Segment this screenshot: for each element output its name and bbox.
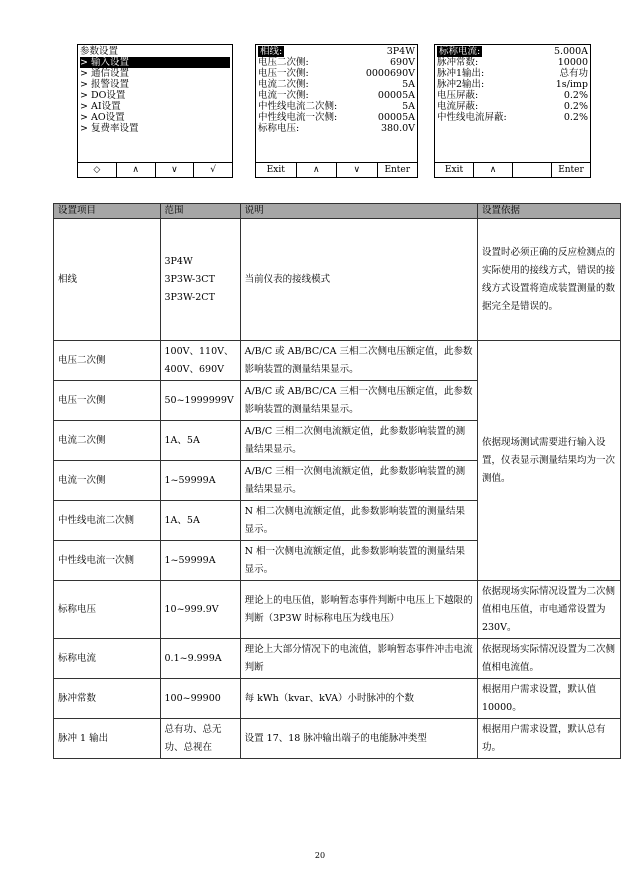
desc-cell: A/B/C 三相一次侧电流额定值，此参数影响装置的测量结果显示。: [240, 461, 477, 501]
range-cell: 100~99900: [160, 679, 240, 719]
param-label: 相线:: [260, 46, 283, 57]
range-cell: 50~1999999V: [160, 381, 240, 421]
lcd-param-row[interactable]: [258, 57, 415, 68]
param-label: 电流屏蔽:: [437, 101, 479, 112]
desc-cell: N 相二次侧电流额定值，此参数影响装置的测量结果显示。: [240, 501, 477, 541]
basis-cell: 依据现场实际情况设置为二次侧值相电压值，市电通常设置为 230V。: [477, 581, 620, 639]
item-cell: 脉冲常数: [54, 679, 161, 719]
page-number: 20: [314, 851, 326, 860]
lcd-menu-item[interactable]: > 复费率设置: [80, 123, 139, 134]
table-row: [54, 219, 621, 341]
table-row: [54, 341, 621, 381]
column-header: 设置依据: [477, 204, 620, 219]
merged-basis-cell: 依据现场测试需要进行输入设置，仪表显示测量结果均为一次测值。: [477, 341, 620, 581]
lcd-menu-screen: [77, 44, 233, 178]
desc-cell: N 相一次侧电流额定值，此参数影响装置的测量结果显示。: [240, 541, 477, 581]
lcd-menu-item[interactable]: > AO设置: [80, 112, 125, 123]
range-line: 3P4W: [164, 255, 193, 267]
column-header: 说明: [240, 204, 477, 219]
up-key-icon[interactable]: ∧: [117, 163, 156, 177]
lcd-param-row[interactable]: [437, 101, 588, 112]
lcd-param-row[interactable]: [258, 90, 415, 101]
range-cell: 1~59999A: [160, 461, 240, 501]
lcd-param-row[interactable]: [258, 79, 415, 90]
range-cell: 100V、110V、400V、690V: [160, 341, 240, 381]
diamond-key-icon[interactable]: ◇: [78, 163, 117, 177]
basis-cell: 根据用户需求设置，默认值 10000。: [477, 679, 620, 719]
param-label: 中性线电流二次侧:: [258, 101, 338, 112]
lcd-input-screen: [255, 44, 418, 178]
param-value: 00005A: [377, 90, 415, 101]
param-label: 电压屏蔽:: [437, 90, 479, 101]
lcd-param-row[interactable]: [437, 112, 588, 123]
desc-cell: 每 kWh（kvar、kVA）小时脉冲的个数: [240, 679, 477, 719]
lcd-menu-item[interactable]: > 报警设置: [80, 79, 129, 90]
desc-cell: A/B/C 或 AB/BC/CA 三相二次侧电压额定值，此参数影响装置的测量结果显示。: [240, 341, 477, 381]
lcd-param-row[interactable]: [437, 68, 588, 79]
item-cell: 电压二次侧: [54, 341, 161, 381]
param-label: 标称电流:: [439, 46, 481, 57]
lcd-param-row[interactable]: [437, 46, 588, 57]
param-label: 中性线电流一次侧:: [258, 112, 338, 123]
desc-cell: A/B/C 三相二次侧电流额定值，此参数影响装置的测量结果显示。: [240, 421, 477, 461]
param-value: 00005A: [377, 112, 415, 123]
table-row: [54, 639, 621, 679]
exit-key[interactable]: Exit: [256, 163, 297, 177]
lcd-param-row[interactable]: [258, 68, 415, 79]
range-line: 3P3W-3CT: [164, 273, 215, 285]
param-value: 5A: [402, 79, 415, 90]
up-key-icon[interactable]: ∧: [297, 163, 338, 177]
desc-cell: 设置 17、18 脉冲输出端子的电能脉冲类型: [240, 719, 477, 759]
down-key-icon[interactable]: ∨: [337, 163, 378, 177]
range-line: 3P3W-2CT: [164, 291, 215, 303]
range-cell: 总有功、总无功、总视在: [160, 719, 240, 759]
column-header: 范围: [160, 204, 240, 219]
param-label: 电流一次侧:: [258, 90, 309, 101]
param-value: 0.2%: [563, 112, 588, 123]
param-value: 0.2%: [563, 90, 588, 101]
param-value: 3P4W: [386, 46, 415, 57]
basis-cell: 依据现场实际情况设置为二次侧值相电流值。: [477, 639, 620, 679]
param-value: 0.2%: [563, 101, 588, 112]
param-value: 10000: [557, 57, 588, 68]
desc-cell: 当前仪表的接线模式: [240, 219, 477, 341]
item-cell: 标称电流: [54, 639, 161, 679]
item-cell: 电流二次侧: [54, 421, 161, 461]
table-row: [54, 679, 621, 719]
range-cell: 1A、5A: [160, 421, 240, 461]
item-cell: 相线: [54, 219, 161, 341]
exit-key[interactable]: Exit: [435, 163, 474, 177]
desc-cell: A/B/C 或 AB/BC/CA 三相一次侧电压额定值，此参数影响装置的测量结果显示。: [240, 381, 477, 421]
lcd-param-row[interactable]: [258, 46, 415, 57]
item-cell: 电压一次侧: [54, 381, 161, 421]
range-cell: 0.1~9.999A: [160, 639, 240, 679]
desc-cell: 理论上的电压值，影响暂态事件判断中电压上下越限的判断（3P3W 时标称电压为线电压）: [240, 581, 477, 639]
lcd-param-row[interactable]: [258, 112, 415, 123]
lcd-menu-item[interactable]: > 通信设置: [80, 68, 129, 79]
enter-key[interactable]: Enter: [384, 165, 411, 175]
table-header-row: [54, 204, 621, 219]
lcd-param-row[interactable]: [258, 123, 415, 134]
range-cell: 1A、5A: [160, 501, 240, 541]
param-label: 电压二次侧:: [258, 57, 309, 68]
lcd-param-row[interactable]: [437, 90, 588, 101]
param-label: 电流二次侧:: [258, 79, 309, 90]
param-value: 380.0V: [380, 123, 415, 134]
confirm-key-icon[interactable]: √: [210, 165, 216, 175]
item-cell: 中性线电流二次侧: [54, 501, 161, 541]
range-cell: 10~999.9V: [160, 581, 240, 639]
basis-cell: 根据用户需求设置，默认总有功。: [477, 719, 620, 759]
lcd-param-row[interactable]: [437, 79, 588, 90]
param-label: 脉冲1输出:: [437, 68, 485, 79]
column-header: 设置项目: [54, 204, 161, 219]
item-cell: 中性线电流一次侧: [54, 541, 161, 581]
lcd-param-row[interactable]: [437, 57, 588, 68]
range-cell: 1~59999A: [160, 541, 240, 581]
param-label: 标称电压:: [258, 123, 300, 134]
lcd-menu-title: 参数设置: [80, 46, 119, 57]
param-value: 690V: [390, 57, 415, 68]
blank-key[interactable]: [513, 163, 552, 177]
param-value: 5.000A: [553, 46, 588, 57]
lcd-menu-item[interactable]: > 输入设置: [80, 57, 230, 68]
item-cell: 标称电压: [54, 581, 161, 639]
down-key-icon[interactable]: ∨: [156, 163, 195, 177]
table-row: [54, 581, 621, 639]
param-value: 0000690V: [365, 68, 415, 79]
table-row: [54, 719, 621, 759]
range-cell: [160, 219, 240, 341]
param-value: 1s/imp: [555, 79, 588, 90]
lcd-menu-item[interactable]: > DO设置: [80, 90, 126, 101]
param-value: 5A: [402, 101, 415, 112]
enter-key[interactable]: Enter: [558, 165, 584, 175]
param-value: 总有功: [559, 68, 588, 79]
item-cell: 电流一次侧: [54, 461, 161, 501]
param-label: 中性线电流屏蔽:: [437, 112, 507, 123]
item-cell: 脉冲 1 输出: [54, 719, 161, 759]
lcd-menu-item[interactable]: > AI设置: [80, 101, 121, 112]
basis-cell: 设置时必须正确的反应检测点的实际使用的接线方式，错误的接线方式设置将造成装置测量的数据完全是错误的。: [477, 219, 620, 341]
lcd-pulse-screen: [434, 44, 591, 178]
settings-table: [53, 203, 621, 759]
param-label: 脉冲2输出:: [437, 79, 485, 90]
lcd-param-row[interactable]: [258, 101, 415, 112]
desc-cell: 理论上大部分情况下的电流值，影响暂态事件冲击电流判断: [240, 639, 477, 679]
param-label: 电压一次侧:: [258, 68, 309, 79]
param-label: 脉冲常数:: [437, 57, 479, 68]
up-key-icon[interactable]: ∧: [474, 163, 513, 177]
